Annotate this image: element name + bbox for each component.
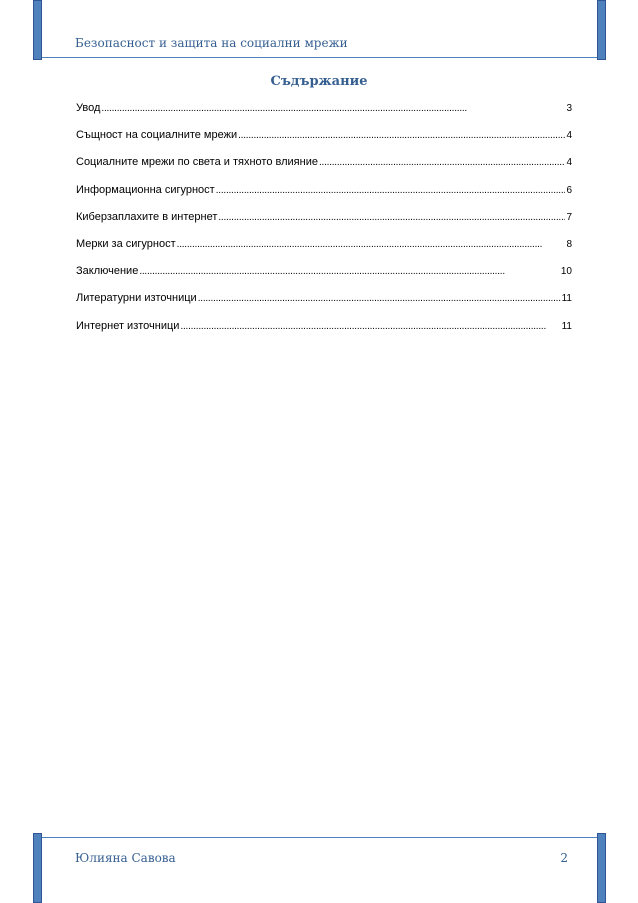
toc-entry[interactable]	[76, 156, 572, 183]
toc-dot-leader	[139, 265, 560, 277]
toc-entry-page: 8	[566, 238, 572, 250]
toc-entry-page: 11	[561, 320, 572, 332]
toc-entry-title: Заключение	[76, 265, 139, 278]
toc-entry[interactable]	[76, 129, 572, 156]
toc-entry[interactable]	[76, 320, 572, 347]
toc-entry[interactable]	[76, 184, 572, 211]
toc-entry-title: Киберзаплахите в интернет	[76, 210, 218, 223]
toc-dot-leader	[180, 320, 560, 332]
toc-dot-leader	[101, 102, 565, 114]
toc-heading: Съдържание	[270, 74, 368, 89]
toc-entry-page: 4	[566, 130, 572, 142]
table-of-contents	[76, 102, 572, 347]
toc-dot-leader	[218, 211, 565, 223]
toc-dot-leader	[319, 156, 565, 168]
header-right-bar	[597, 0, 606, 60]
toc-entry[interactable]	[76, 238, 572, 265]
footer-page-number: 2	[560, 851, 568, 865]
toc-entry-title: Мерки за сигурност	[76, 237, 176, 250]
toc-entry-page: 4	[566, 157, 572, 169]
toc-entry-title: Увод	[76, 102, 101, 114]
toc-entry-page: 6	[566, 184, 572, 196]
footer-right-bar	[597, 833, 606, 903]
toc-entry[interactable]	[76, 102, 572, 129]
toc-entry[interactable]	[76, 292, 572, 319]
toc-entry-title: Същност на социалните мрежи	[76, 129, 238, 142]
footer-author: Юлияна Савова	[75, 851, 176, 865]
toc-entry[interactable]	[76, 265, 572, 292]
toc-entry-title: Социалните мрежи по света и тяхното влияние	[76, 156, 318, 169]
footer-left-bar	[33, 833, 42, 903]
header-left-bar	[33, 0, 42, 60]
header-rule	[42, 57, 597, 58]
toc-dot-leader	[198, 292, 561, 304]
toc-entry[interactable]	[76, 211, 572, 238]
toc-entry-page: 10	[560, 266, 572, 278]
toc-entry-page: 3	[566, 103, 572, 114]
toc-entry-page: 7	[566, 211, 572, 223]
toc-entry-title: Литературни източници	[76, 292, 197, 305]
toc-dot-leader	[177, 238, 566, 250]
header-title: Безопасност и защита на социални мрежи	[75, 36, 348, 50]
toc-dot-leader	[238, 129, 565, 141]
toc-entry-title: Информационна сигурност	[76, 183, 215, 196]
toc-dot-leader	[216, 184, 566, 196]
toc-entry-page: 11	[561, 293, 572, 305]
footer-rule	[42, 837, 597, 838]
toc-entry-title: Интернет източници	[76, 319, 180, 332]
